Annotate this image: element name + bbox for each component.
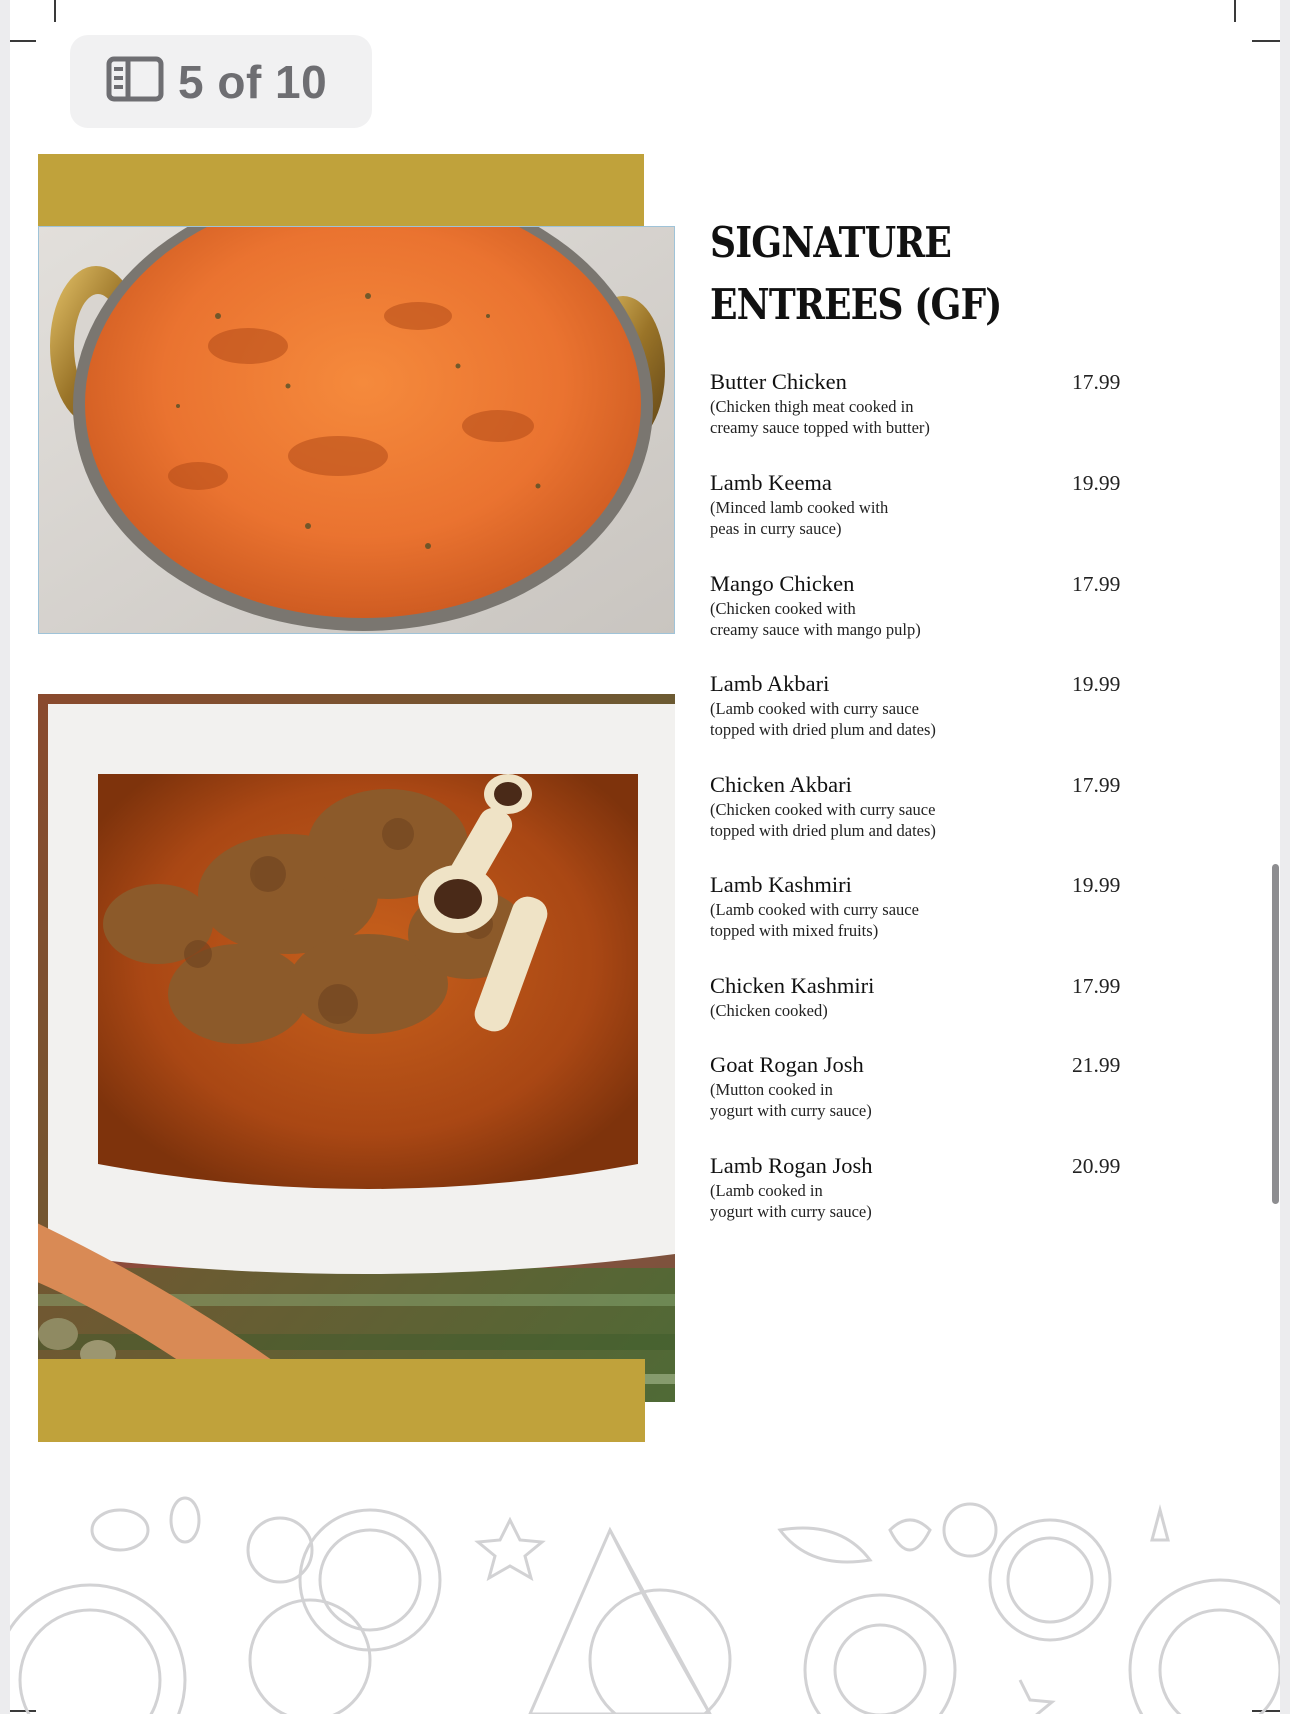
item-name: Lamb Kashmiri bbox=[710, 872, 852, 897]
item-description-line: yogurt with curry sauce) bbox=[710, 1101, 872, 1120]
butter-chicken-photo bbox=[38, 226, 675, 634]
item-price: 20.99 bbox=[1072, 1154, 1121, 1178]
menu-item-goat-rogan-josh bbox=[710, 1051, 1170, 1121]
menu-item-lamb-keema bbox=[710, 469, 1170, 539]
item-description-line: (Chicken cooked with curry sauce bbox=[710, 800, 936, 819]
crop-mark bbox=[10, 40, 36, 42]
item-price: 17.99 bbox=[1072, 370, 1121, 394]
title-line-2: ENTREES (GF) bbox=[710, 280, 1002, 329]
item-description-line: topped with mixed fruits) bbox=[710, 921, 879, 940]
menu-section-title bbox=[710, 212, 1054, 336]
crop-mark bbox=[54, 0, 56, 22]
item-price: 19.99 bbox=[1072, 471, 1121, 495]
item-name: Chicken Akbari bbox=[710, 772, 852, 797]
vertical-scrollbar-thumb[interactable] bbox=[1272, 864, 1279, 1204]
item-name: Butter Chicken bbox=[710, 369, 847, 394]
item-description-line: (Chicken cooked) bbox=[710, 1001, 828, 1020]
viewer-margin-left bbox=[0, 0, 10, 1714]
menu-item-lamb-kashmiri bbox=[710, 871, 1170, 941]
food-doodle-border bbox=[10, 1490, 1280, 1714]
item-price: 21.99 bbox=[1072, 1053, 1121, 1077]
item-price: 17.99 bbox=[1072, 773, 1121, 797]
menu-page bbox=[10, 0, 1280, 1714]
menu-item-mango-chicken bbox=[710, 570, 1170, 640]
item-description-line: creamy sauce with mango pulp) bbox=[710, 620, 921, 639]
item-description-line: creamy sauce topped with butter) bbox=[710, 418, 930, 437]
item-description-line: (Chicken cooked with bbox=[710, 599, 856, 618]
item-description-line: (Lamb cooked with curry sauce bbox=[710, 699, 919, 718]
item-price: 19.99 bbox=[1072, 873, 1121, 897]
item-name: Goat Rogan Josh bbox=[710, 1052, 864, 1077]
item-price: 19.99 bbox=[1072, 672, 1121, 696]
item-name: Lamb Akbari bbox=[710, 671, 830, 696]
item-price: 17.99 bbox=[1072, 974, 1121, 998]
lamb-curry-photo bbox=[38, 694, 675, 1402]
item-name: Lamb Rogan Josh bbox=[710, 1153, 873, 1178]
crop-mark bbox=[1234, 0, 1236, 22]
item-name: Lamb Keema bbox=[710, 470, 832, 495]
item-description-line: (Minced lamb cooked with bbox=[710, 498, 889, 517]
item-description-line: (Chicken thigh meat cooked in bbox=[710, 397, 914, 416]
viewer-margin-right bbox=[1280, 0, 1290, 1714]
gold-accent-bar-bottom bbox=[38, 1359, 645, 1442]
item-price: 17.99 bbox=[1072, 572, 1121, 596]
item-description-line: peas in curry sauce) bbox=[710, 519, 842, 538]
menu-item-lamb-akbari bbox=[710, 670, 1170, 740]
page-sidebar-icon bbox=[106, 56, 164, 107]
item-description-line: (Lamb cooked with curry sauce bbox=[710, 900, 919, 919]
item-name: Chicken Kashmiri bbox=[710, 973, 875, 998]
item-description-line: (Lamb cooked in bbox=[710, 1181, 823, 1200]
menu-item-lamb-rogan-josh bbox=[710, 1152, 1170, 1222]
item-description-line: topped with dried plum and dates) bbox=[710, 821, 936, 840]
page-indicator[interactable] bbox=[70, 35, 372, 128]
item-description-line: (Mutton cooked in bbox=[710, 1080, 833, 1099]
item-name: Mango Chicken bbox=[710, 571, 855, 596]
item-description-line: yogurt with curry sauce) bbox=[710, 1202, 872, 1221]
menu-item-butter-chicken bbox=[710, 368, 1170, 438]
menu-item-chicken-kashmiri bbox=[710, 972, 1170, 1021]
item-description-line: topped with dried plum and dates) bbox=[710, 720, 936, 739]
menu-item-chicken-akbari bbox=[710, 771, 1170, 841]
title-line-1: SIGNATURE bbox=[710, 218, 952, 267]
page-count-text: 5 of 10 bbox=[178, 55, 328, 108]
crop-mark bbox=[1252, 40, 1280, 42]
